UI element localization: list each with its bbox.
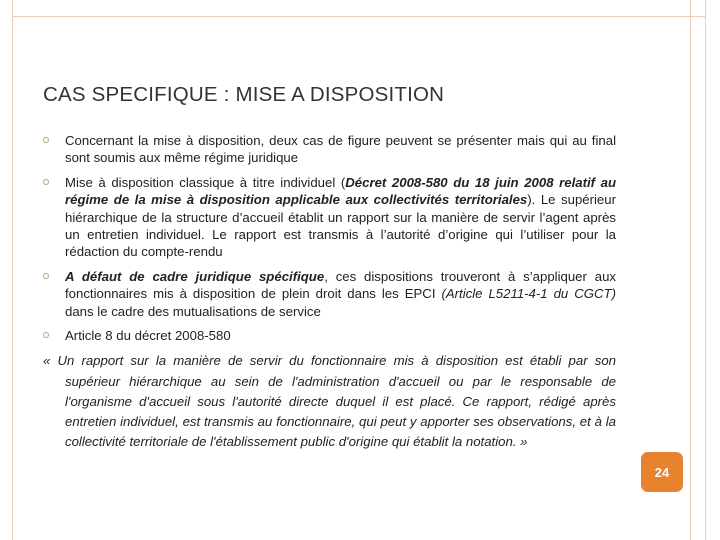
bullet-circle-icon (43, 137, 49, 143)
bullet-text-suffix: ). Le supérieur hiérarchique de la structure d’accueil établit un rapport sur la manière de servir l’agent après un entretien individuel. Le rapport est transmis à l’autorité d’origine qui l’utiliser pour la rédaction du compte-rendu (65, 192, 616, 260)
bullet-text-mid: , ces dispositions trouveront à s’appliquer aux fonctionnaires mis à disposition de plein droit dans les EPCI (65, 268, 616, 302)
top-rule (12, 16, 705, 17)
slide-content (43, 132, 616, 452)
page-number-badge: 24 (641, 452, 683, 492)
bullet-bold-lead: A défaut de cadre juridique spécifique (65, 268, 325, 284)
article-reference: (Article L5211-4-1 du CGCT) (441, 286, 616, 302)
bullet-item (43, 327, 616, 344)
bullet-item (43, 174, 616, 261)
bullet-circle-icon (43, 332, 49, 338)
bullet-circle-icon (43, 179, 49, 185)
frame-inner-line (690, 0, 691, 540)
bullet-text: Concernant la mise à disposition, deux cas de figure peuvent se présenter mais qui au final sont soumis aux même régime juridique (65, 133, 616, 166)
decree-reference: Décret 2008-580 du 18 juin 2008 relatif au régime de la mise à disposition applicable aux collectivités territoriales (65, 174, 616, 208)
bullet-item (43, 132, 616, 167)
bullet-text-suffix: dans le cadre des mutualisations de service (65, 303, 321, 319)
bullet-text-prefix: Mise à disposition classique à titre individuel ( (65, 174, 346, 190)
slide-title: CAS SPECIFIQUE : MISE A DISPOSITION (43, 83, 445, 106)
decree-quote: « Un rapport sur la manière de servir du fonctionnaire mis à disposition est établi par son supérieur hiérarchique au sein de l'administration d'accueil ou par le responsable de l'organisme d'accueil sous l'autorité directe duquel il est placé. Ce rapport, rédigé après entretien individuel, est transmis au fonctionnaire, qui peut y apporter ses observations, et à la collectivité territoriale de l'établissement public d'origine qui établit la notation. » (43, 353, 616, 450)
bullet-item (43, 268, 616, 320)
bullet-circle-icon (43, 273, 49, 279)
bullet-text: Article 8 du décret 2008-580 (65, 328, 231, 344)
